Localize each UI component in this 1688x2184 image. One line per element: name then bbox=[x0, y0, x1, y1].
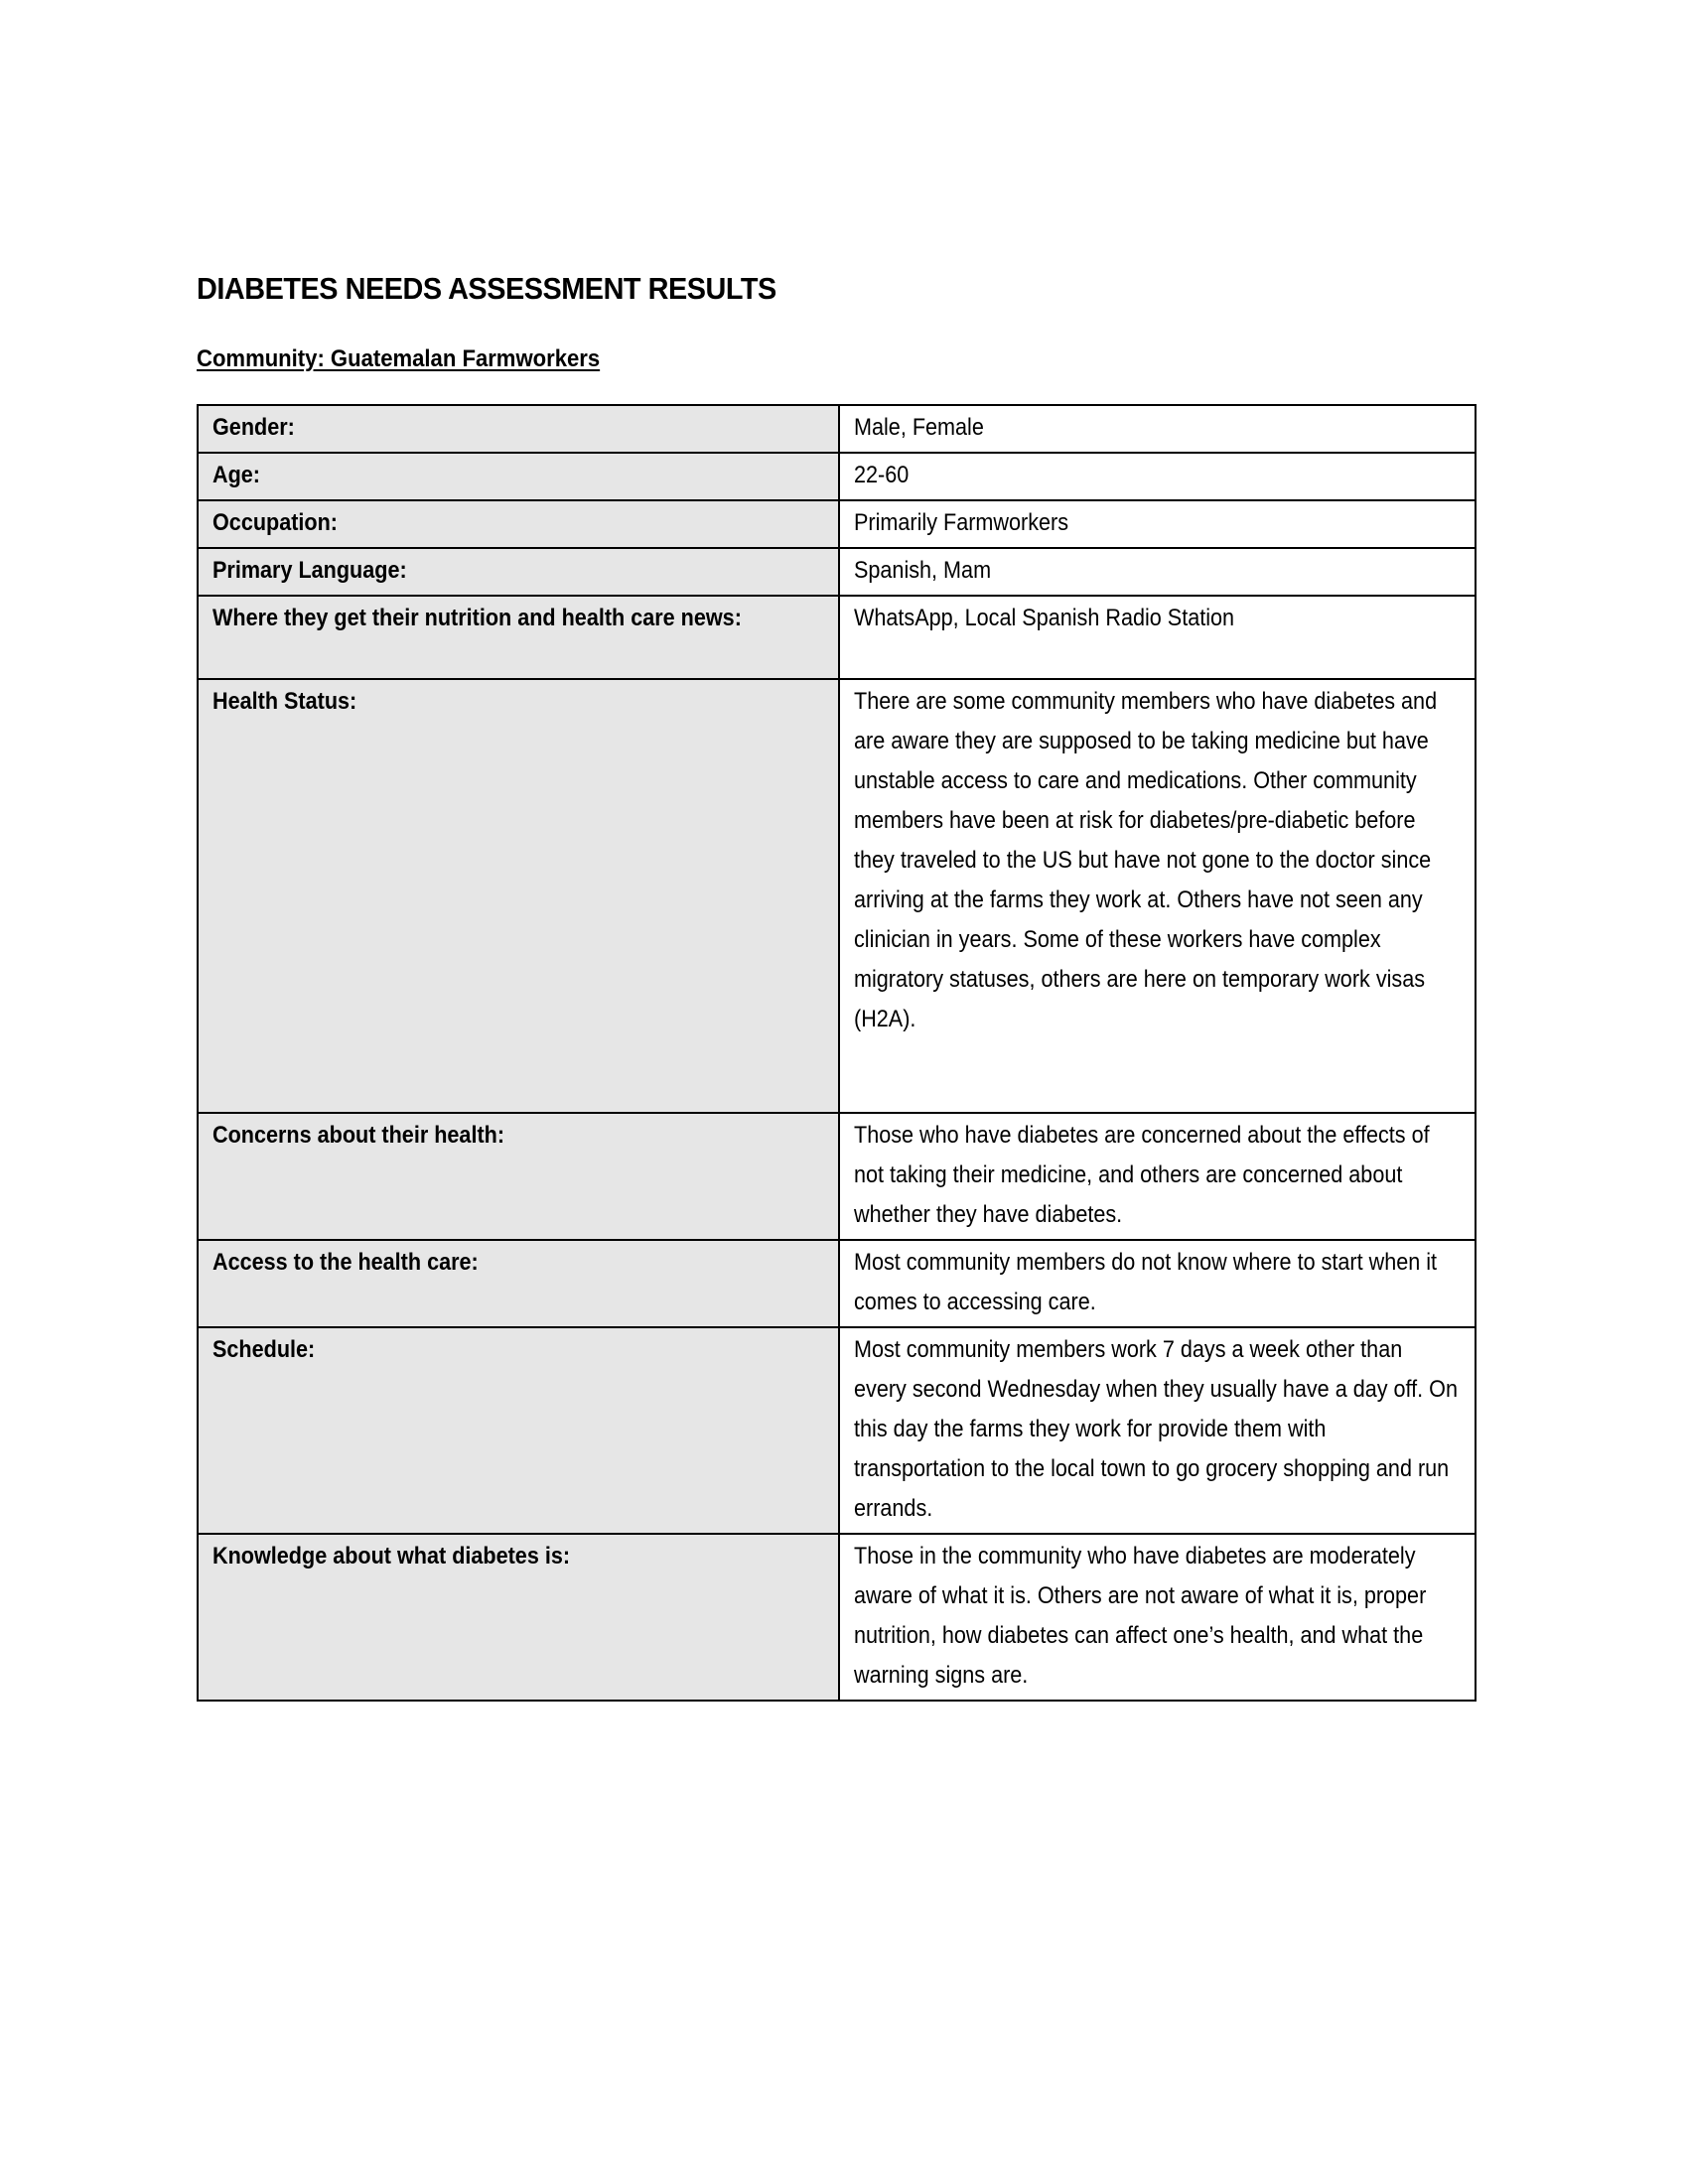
row-value: Male, Female bbox=[854, 414, 984, 441]
row-label-cell bbox=[198, 405, 839, 453]
row-value-cell bbox=[839, 596, 1476, 679]
table-row bbox=[198, 548, 1476, 596]
row-label: Knowledge about what diabetes is: bbox=[212, 1543, 571, 1570]
row-value-cell bbox=[839, 548, 1476, 596]
row-value: Most community members work 7 days a week other than every second Wednesday when they usually have a day off. On this day the farms they work for provide them with transportation to the local town to go grocery shopping and run errands. bbox=[854, 1336, 1458, 1522]
row-label: Occupation: bbox=[212, 509, 339, 536]
page-title: DIABETES NEEDS ASSESSMENT RESULTS bbox=[197, 271, 776, 306]
row-label-cell bbox=[198, 500, 839, 548]
row-label-cell bbox=[198, 1113, 839, 1240]
row-label-cell bbox=[198, 679, 839, 1113]
row-value: Those who have diabetes are concerned about the effects of not taking their medicine, and others are concerned about whether they have diabetes. bbox=[854, 1122, 1430, 1228]
table-row bbox=[198, 1327, 1476, 1534]
table-row bbox=[198, 1113, 1476, 1240]
table-row bbox=[198, 679, 1476, 1113]
row-value-cell bbox=[839, 679, 1476, 1113]
community-heading: Community: Guatemalan Farmworkers bbox=[197, 345, 601, 372]
row-label: Schedule: bbox=[212, 1336, 316, 1363]
assessment-table-body bbox=[198, 405, 1476, 1701]
row-value-cell bbox=[839, 500, 1476, 548]
row-value-cell bbox=[839, 453, 1476, 500]
assessment-table bbox=[197, 404, 1477, 1702]
row-label-cell bbox=[198, 1534, 839, 1701]
row-value: Most community members do not know where to start when it comes to accessing care. bbox=[854, 1249, 1438, 1315]
row-value-cell bbox=[839, 405, 1476, 453]
row-label-cell bbox=[198, 596, 839, 679]
table-row bbox=[198, 453, 1476, 500]
table-row bbox=[198, 596, 1476, 679]
table-row bbox=[198, 1534, 1476, 1701]
row-label-cell bbox=[198, 453, 839, 500]
row-label: Access to the health care: bbox=[212, 1249, 479, 1276]
row-label: Where they get their nutrition and health care news: bbox=[212, 605, 742, 631]
row-label: Health Status: bbox=[212, 688, 357, 715]
row-value: 22-60 bbox=[854, 462, 910, 488]
row-label-cell bbox=[198, 1327, 839, 1534]
row-value-cell bbox=[839, 1113, 1476, 1240]
table-row bbox=[198, 500, 1476, 548]
row-label-cell bbox=[198, 548, 839, 596]
row-label-cell bbox=[198, 1240, 839, 1327]
row-label: Concerns about their health: bbox=[212, 1122, 505, 1149]
table-row bbox=[198, 1240, 1476, 1327]
table-row bbox=[198, 405, 1476, 453]
row-label: Age: bbox=[212, 462, 261, 488]
row-value-cell bbox=[839, 1240, 1476, 1327]
row-value-cell bbox=[839, 1534, 1476, 1701]
row-value-cell bbox=[839, 1327, 1476, 1534]
row-label: Gender: bbox=[212, 414, 295, 441]
row-value: Those in the community who have diabetes are moderately aware of what it is. Others are not aware of what it is, proper nutrition, how diabetes can affect one’s health, and what the warning signs are. bbox=[854, 1543, 1427, 1689]
row-value: There are some community members who have diabetes and are aware they are supposed to be taking medicine but have unstable access to care and medications. Other community members have been at risk for diabetes/pre-diabetic before they traveled to the US but have not gone to the doctor since arriving at the farms they work at. Others have not seen any clinician in years. Some of these workers have complex migratory statuses, others are here on temporary work visas (H2A). bbox=[854, 688, 1438, 1032]
row-value: WhatsApp, Local Spanish Radio Station bbox=[854, 605, 1235, 631]
row-label: Primary Language: bbox=[212, 557, 407, 584]
row-value: Spanish, Mam bbox=[854, 557, 992, 584]
row-value: Primarily Farmworkers bbox=[854, 509, 1068, 536]
